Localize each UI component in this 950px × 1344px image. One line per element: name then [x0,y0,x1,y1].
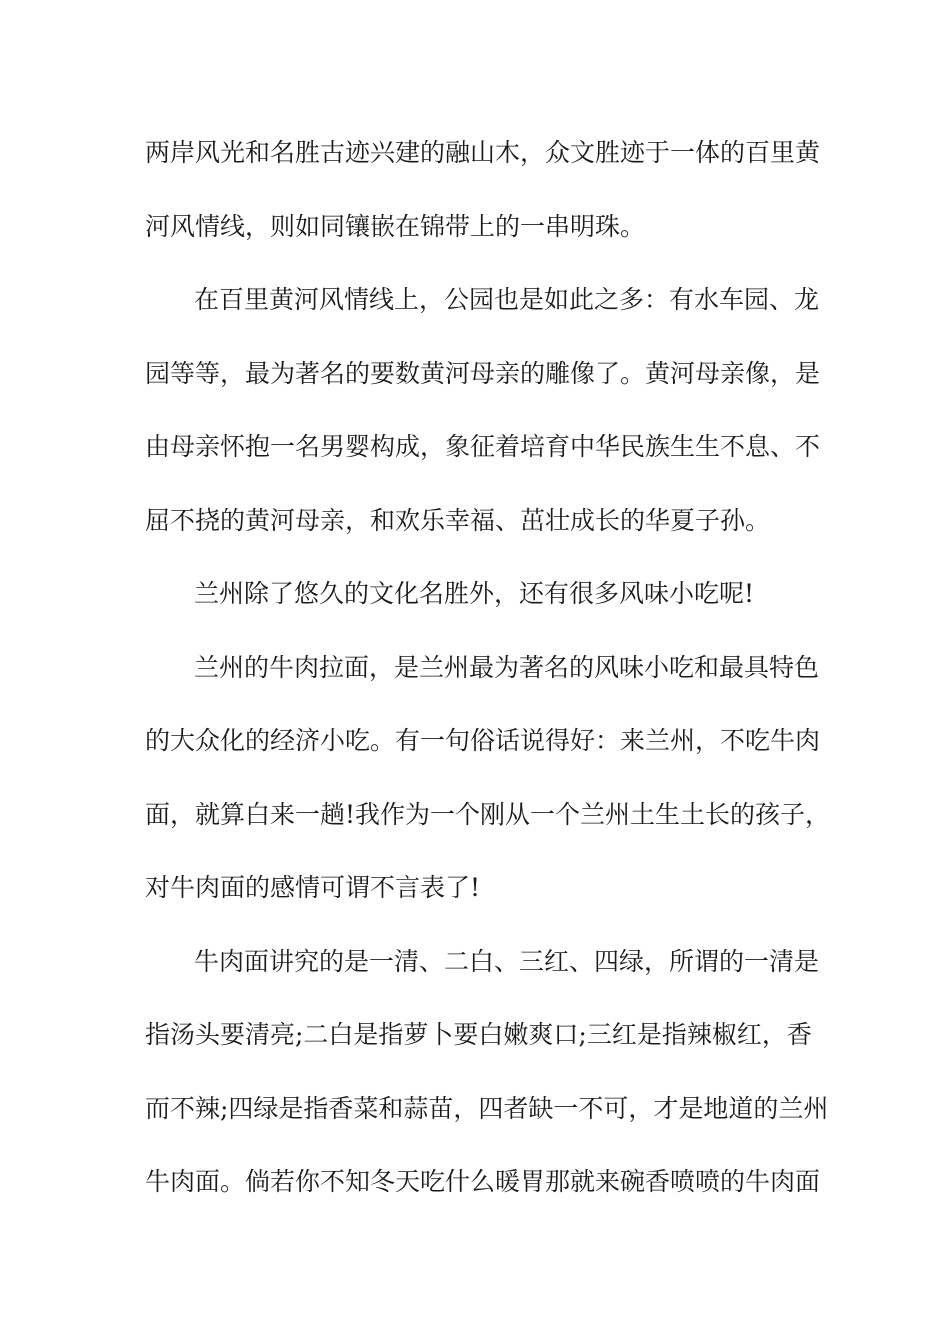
text-line: 牛肉面。倘若你不知冬天吃什么暖胃那就来碗香喷喷的牛肉面 [145,1167,821,1196]
text-line: 兰州除了悠久的文化名胜外，还有很多风味小吃呢! [194,579,755,608]
text-line: 而不辣;四绿是指香菜和蒜苗，四者缺一不可，才是地道的兰州 [145,1093,829,1123]
text-line: 屈不挠的黄河母亲，和欢乐幸福、茁壮成长的华夏子孙。 [145,505,771,535]
text-line: 在百里黄河风情线上，公园也是如此之多：有水车园、龙 [194,285,820,314]
text-line: 的大众化的经济小吃。有一句俗话说得好：来兰州，不吃牛肉 [145,726,821,755]
body-text [145,128,831,1231]
text-line: 由母亲怀抱一名男婴构成，象征着培育中华民族生生不息、不 [145,432,821,461]
text-line: 兰州的牛肉拉面，是兰州最为著名的风味小吃和最具特色 [194,652,820,682]
text-line: 面，就算白来一趟!我作为一个刚从一个兰州土生土长的孩子， [145,799,831,829]
text-line: 河风情线，则如同镶嵌在锦带上的一串明珠。 [145,211,646,241]
text-line: 指汤头要清亮;二白是指萝卜要白嫩爽口;三红是指辣椒红，香 [145,1020,812,1049]
text-line: 牛肉面讲究的是一清、二白、三红、四绿，所谓的一清是 [194,946,820,976]
text-line: 两岸风光和名胜古迹兴建的融山木，众文胜迹于一体的百里黄 [145,138,821,167]
text-line: 园等等，最为著名的要数黄河母亲的雕像了。黄河母亲像，是 [145,358,821,388]
text-line: 对牛肉面的感情可谓不言表了! [145,873,481,902]
